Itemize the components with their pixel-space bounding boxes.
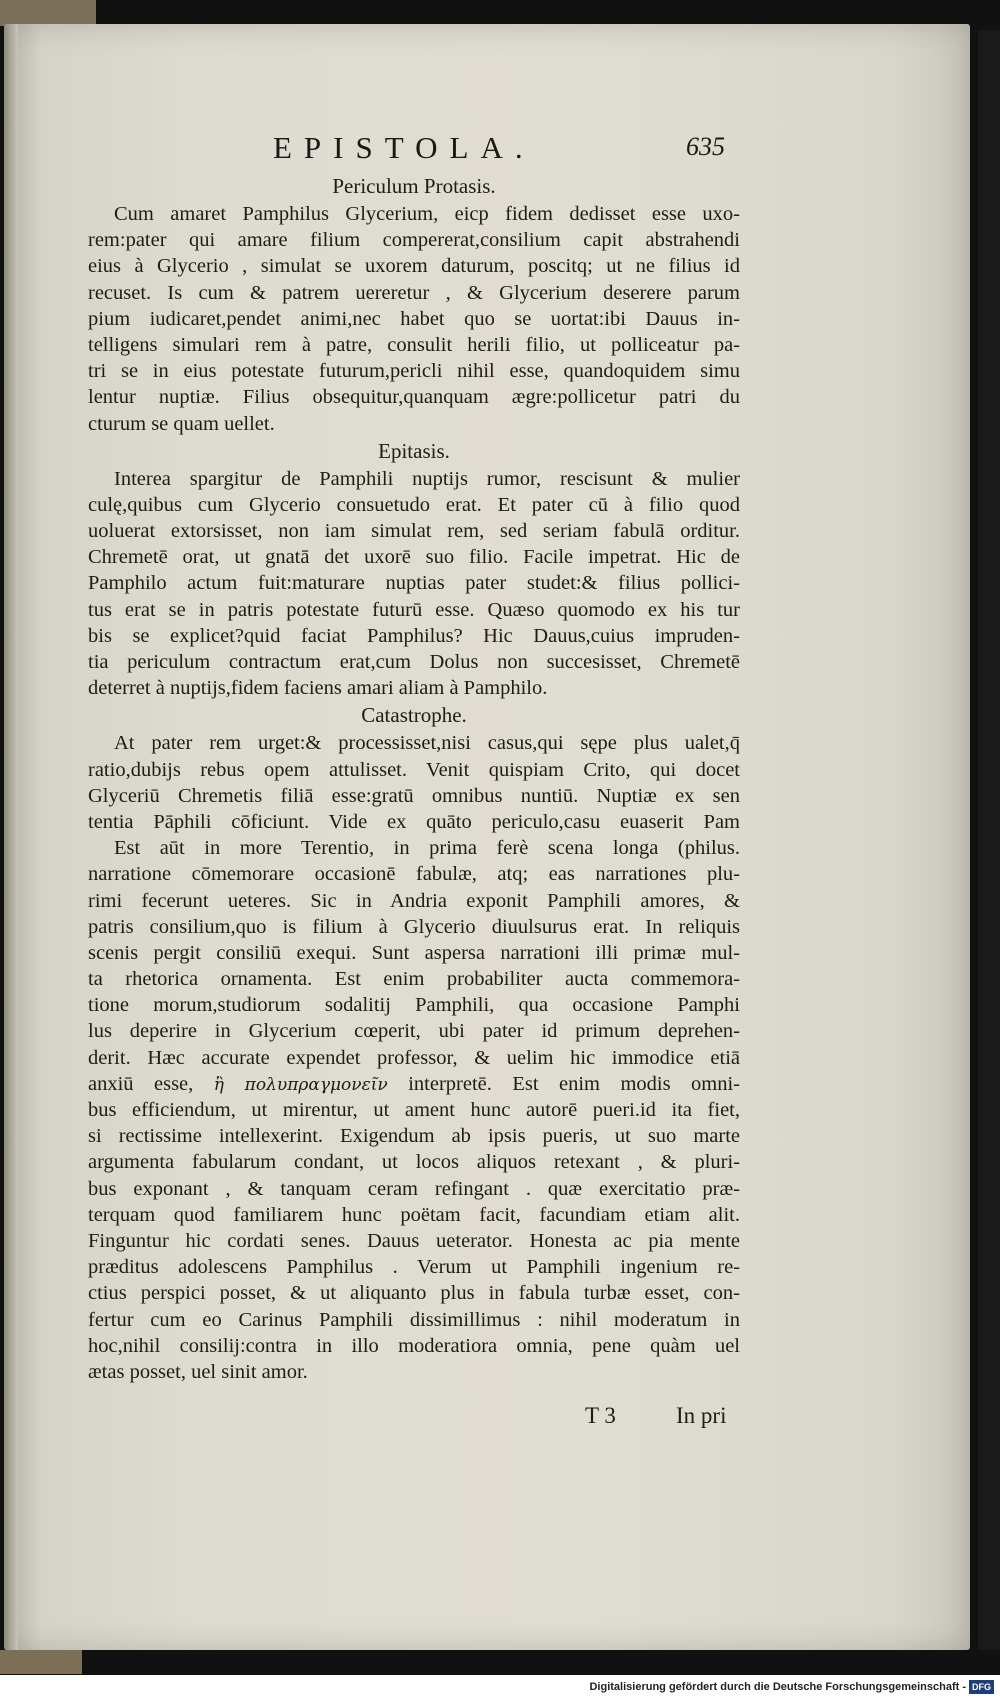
section-title: Catastrophe. <box>361 703 467 728</box>
text-line: bis se explicet?quid faciat Pamphilus? Hic Dauus,cuius impruden- <box>88 624 740 647</box>
dfg-logo: DFG <box>969 1680 994 1694</box>
text-line: recuset. Is cum & patrem uereretur , & Glycerium deserere parum <box>88 281 740 304</box>
text-line: Pamphilo actum fuit:maturare nuptias pater studet:& filius pollici- <box>88 572 740 595</box>
page-footer <box>88 1395 740 1445</box>
text-line: At pater rem urget:& processisset,nisi casus,qui sępe plus ualet,q̄ <box>114 732 740 755</box>
text-line: scenis pergit consiliū exequi. Sunt aspersa narrationi illi primæ mul- <box>88 941 740 964</box>
text-line: deterret à nuptijs,fidem faciens amari aliam à Pamphilo. <box>88 677 548 700</box>
text-line: bus efficiendum, ut mirentur, ut ament hunc autorē pueri.id ita fiet, <box>88 1099 740 1121</box>
text-line: tione morum,studiorum sodalitij Pamphili, qua occasione Pamphi <box>88 994 740 1017</box>
text-line: argumenta fabularum condant, ut locos aliquos retexant , & pluri- <box>88 1151 740 1174</box>
text-line: Interea spargitur de Pamphili nuptijs rumor, rescisunt & mulier <box>114 467 740 490</box>
argument-sections <box>88 172 740 835</box>
text-line: Glyceriū Chremetis filiā esse:gratū omnibus nuntiū. Nuptiæ ex sen <box>88 784 740 807</box>
text-line: narratione cōmemorare occasionē fabulæ, atq; eas narrationes plu- <box>88 863 740 886</box>
page-number: 635 <box>686 132 725 161</box>
text-line: fertur cum eo Carinus Pamphili dissimillimus : nihil moderatum in <box>88 1308 740 1331</box>
commentary-block-continued <box>88 1097 740 1385</box>
text-line: rem:pater qui amare filium compererat,consilium capit abstrahendi <box>88 229 740 252</box>
text-line: uoluerat extorsisset, non iam simulat rem, sed seriam fabulā orditur. <box>88 520 740 543</box>
text-line: tri se in eius potestate futurum,pericli nihil esse, quandoquidem simu <box>88 360 740 383</box>
text-line: cturum se quam uellet. <box>88 412 275 435</box>
text-line: ætas posset, uel sinit amor. <box>88 1360 308 1383</box>
signature-mark: T 3 <box>585 1403 616 1429</box>
scan-corner-tab <box>0 0 96 26</box>
text-line: præditus adolescens Pamphilus . Verum ut Pamphili ingenium re- <box>88 1256 740 1279</box>
text-line: tus erat se in patris potestate futurū esse. Quæso quomodo ex his tur <box>88 598 740 621</box>
text-line: rimi fecerunt ueteres. Sic in Andria exponit Pamphili amores, & <box>88 889 740 912</box>
commentary-block <box>88 835 740 1071</box>
page-gutter-edge <box>4 24 18 1650</box>
text-line: Cum amaret Pamphilus Glycerium, eicp fidem dedisset esse uxo- <box>114 203 740 225</box>
text-line: Est aūt in more Terentio, in prima ferè scena longa (philus. <box>114 837 740 860</box>
text-line: si rectissime intellexerint. Exigendum ab ipsis pueris, ut suo marte <box>88 1125 740 1148</box>
text-line: hoc,nihil consilij:contra in illo moderatiora omnia, pene quàm uel <box>88 1334 740 1357</box>
text-line: tia periculum contractum erat,cum Dolus non succesisset, Chremetē <box>88 651 740 673</box>
text-line: lentur nuptiæ. Filius obsequitur,quanquam ægre:pollicetur patri du <box>88 386 740 409</box>
text-line: Chremetē orat, ut gnatā det uxorē suo filio. Facile impetrat. Hic de <box>88 546 740 569</box>
text-line: derit. Hæc accurate expendet professor, & uelim hic immodice etiā <box>88 1046 740 1069</box>
scan-right-edge <box>978 30 1000 1650</box>
text-line: terquam quod familiarem hunc poëtam facit, facundiam etiam alit. <box>88 1203 740 1226</box>
text-line: telligens simulari rem à patre, consulit herili filio, ut polliceatur pa- <box>88 333 740 356</box>
section-title: Periculum Protasis. <box>332 174 496 198</box>
page-text-block <box>88 130 740 1445</box>
greek-line-after: interpretē. Est enim modis omni- <box>387 1072 740 1095</box>
text-line: ta rhetorica ornamenta. Est enim probabiliter aucta commemora- <box>88 968 740 991</box>
page-header <box>88 130 740 172</box>
greek-line-before: anxiū esse, <box>88 1072 214 1095</box>
text-line: bus exponant , & tanquam ceram refingant . quæ exercitatio præ- <box>88 1177 740 1200</box>
text-line: culę,quibus cum Glycerio consuetudo erat. Et pater cū à filio quod <box>88 493 740 516</box>
credit-text: Digitalisierung gefördert durch die Deutsche Forschungsgemeinschaft - <box>589 1681 966 1693</box>
text-line: tentia Pāphili cōficiunt. Vide ex quāto periculo,casu euaserit Pam <box>88 810 740 833</box>
scan-corner-tab-bottom <box>0 1650 82 1674</box>
text-line: ctius perspici posset, & ut aliquanto plus in fabula turbæ esset, con- <box>88 1282 740 1305</box>
digitization-credit-bar <box>0 1675 1000 1701</box>
text-line: pium iudicaret,pendet animi,nec habet quo se uortat:ibi Dauus in- <box>88 307 740 330</box>
text-line-greek <box>88 1071 740 1097</box>
catchword: In pri <box>676 1403 727 1429</box>
text-line: lus deperire in Glycerium cœperit, ubi pater id primum deprehen- <box>88 1020 740 1043</box>
text-line: eius à Glycerio , simulat se uxorem daturum, poscitq; ut ne filius id <box>88 255 740 278</box>
text-line: patris consilium,quo is filium à Glycerio diuulsurus erat. In reliquis <box>88 915 740 938</box>
text-line: ratio,dubijs rebus opem attulisset. Venit quispiam Crito, qui docet <box>88 758 740 781</box>
text-line: Finguntur hic cordati senes. Dauus ueterator. Honesta ac pia mente <box>88 1229 740 1252</box>
section-title: Epitasis. <box>378 438 450 463</box>
greek-word: ἢ πολυπραγμονεῖν <box>213 1074 388 1095</box>
running-head: EPISTOLA. <box>273 130 535 165</box>
